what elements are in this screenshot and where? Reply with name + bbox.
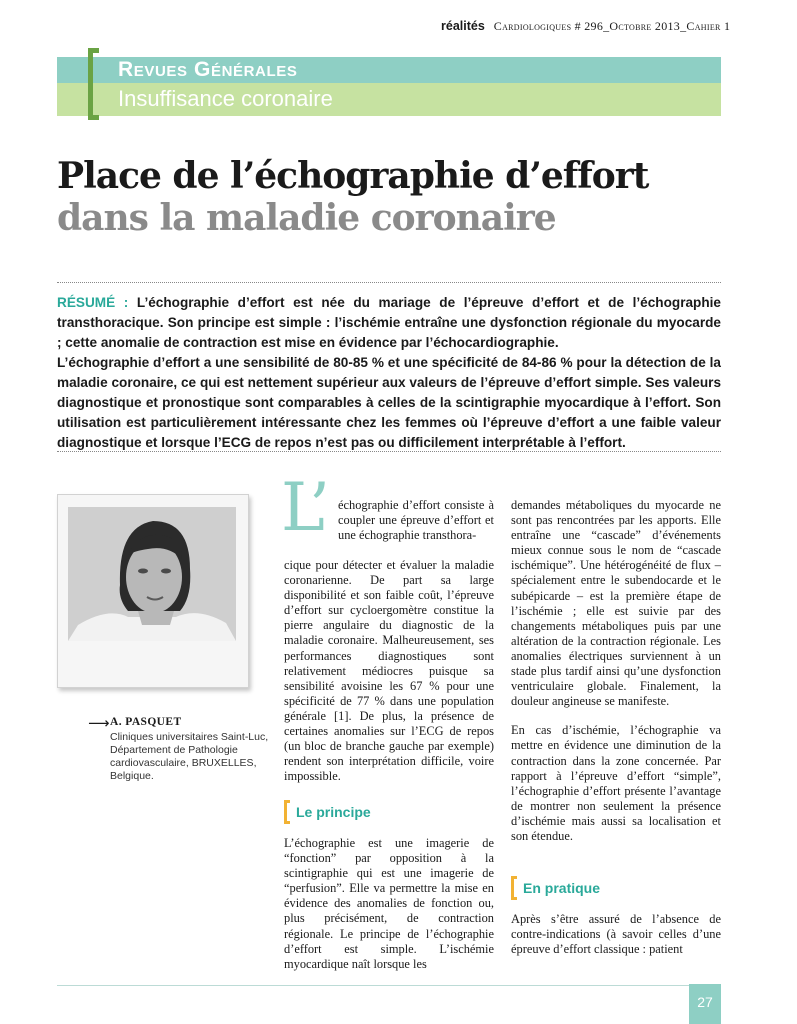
drop-cap: L’ <box>281 469 330 546</box>
body-col3-paragraph-2: En cas d’ischémie, l’échographie va mettre en évidence une diminution de la contraction dans la zone concernée. Par rapport à l’épreuve d’effort “simple”, l’échographie d’effort présente l’avantage de montrer non seulement la présence d’ischémie mais aussi sa localisation et son étendue. <box>511 723 721 843</box>
section-subtitle: Insuffisance coronaire <box>118 86 333 111</box>
abstract-paragraph-2: L’échographie d’effort a une sensibilité de 80-85 % et une spécificité de 84-86 % pour la détection de la maladie coronaire, ce qui est nettement supérieur aux valeurs de l’épreuve d’effort simple. Ses valeurs diagnostique et pronostique sont comparables à celles de la scintigraphie myocardique à l’effort. Son utilisation est particulièrement intéressante chez les femmes où l’épreuve d’effort a une faible valeur diagnostique et lorsque l’ECG de repos n’est pas ou difficilement interprétable à l’effort. <box>57 355 721 450</box>
abstract-top-divider <box>57 282 721 283</box>
body-column-3 <box>511 498 721 858</box>
abstract-text-1: L’échographie d’effort est née du mariage de l’épreuve d’effort et de l’échographie transthoracique. Son principe est simple : l’ischémie entraîne une dysfonction régionale du myocarde ; cette anomalie de contraction est mise en évidence par l’échocardiographie. <box>57 295 721 350</box>
arrow-right-icon: ⟶ <box>88 714 110 732</box>
principe-text: L’échographie est une imagerie de “fonction” par opposition à la scintigraphie qui est une imagerie de “perfusion”. Elle va permettre la mise en évidence des anomalies de fonction ou, plus précisément, de contraction régionale. Le principe de l’échographie d’effort est simple. L’ischémie myocardique naît lorsque les <box>284 836 494 971</box>
pratique-text: Après s’être assuré de l’absence de contre-indications (à savoir celles d’une épreuve d’effort classique : patient <box>511 912 721 957</box>
body-col3-paragraph-1: demandes métaboliques du myocarde ne sont pas rencontrées par les apports. Elle entraîne une “cascade” d’événements mieux connue sous le nom de “cascade ischémique”. Une hétérogénéité de flux – spécialement entre le subendocarde et le subépicarde – est la première étape de l’ischémie ; elle est suivie par des changements métaboliques puis par une altération de la contraction régionale. Les anomalies électriques surviennent à un stade plus tardif ainsi qu’une dysfonction ventriculaire globale. Finalement, la douleur angineuse se manifeste. <box>511 498 721 709</box>
page-number: 27 <box>689 984 721 1024</box>
journal-brand: réalités <box>441 19 485 33</box>
running-header <box>441 19 730 34</box>
journal-info: Cardiologiques # 296_Octobre 2013_Cahier 1 <box>493 19 731 33</box>
abstract-paragraph-1 <box>57 293 721 353</box>
article-title-line1: Place de l’échographie d’effort <box>57 155 649 197</box>
abstract <box>57 293 721 453</box>
body-intro-continued: cique pour détecter et évaluer la maladie coronarienne. De part sa large disponibilité et son faible coût, l’épreuve d’effort sur cycloergomètre constitue la pierre angulaire du diagnostic de la maladie coronaire. Malheureusement, ses performances diagnostiques sont relativement médiocres puisque sa sensibilité avoisine les 67 % pour une spécificité de 77 % dans une population générale [1]. De plus, la présence de certaines anomalies sur l’ECG de repos (un bloc de branche gauche par exemple) rendent son interprétation difficile, voire impossible. <box>284 558 494 784</box>
author-photo <box>68 507 236 641</box>
abstract-bottom-divider <box>57 451 721 452</box>
author-name: A. PASQUET <box>110 716 182 728</box>
footer-rule <box>57 985 721 986</box>
pratique-heading: En pratique <box>523 880 601 896</box>
pratique-bracket-icon <box>511 876 517 900</box>
body-intro: échographie d’effort consiste à coupler une épreuve d’effort et une échographie transthora- <box>338 498 494 543</box>
abstract-label: RÉSUMÉ : <box>57 295 129 310</box>
author-portrait-image <box>68 507 236 641</box>
author-affiliation: Cliniques universitaires Saint-Luc, Département de Pathologie cardiovasculaire, BRUXELLES, Belgique. <box>110 731 269 782</box>
section-bracket-icon <box>88 48 99 120</box>
section-title: Revues Générales <box>118 58 298 81</box>
principe-heading: Le principe <box>296 804 371 820</box>
principe-bracket-icon <box>284 800 290 824</box>
article-title-line2: dans la maladie coronaire <box>57 197 556 239</box>
